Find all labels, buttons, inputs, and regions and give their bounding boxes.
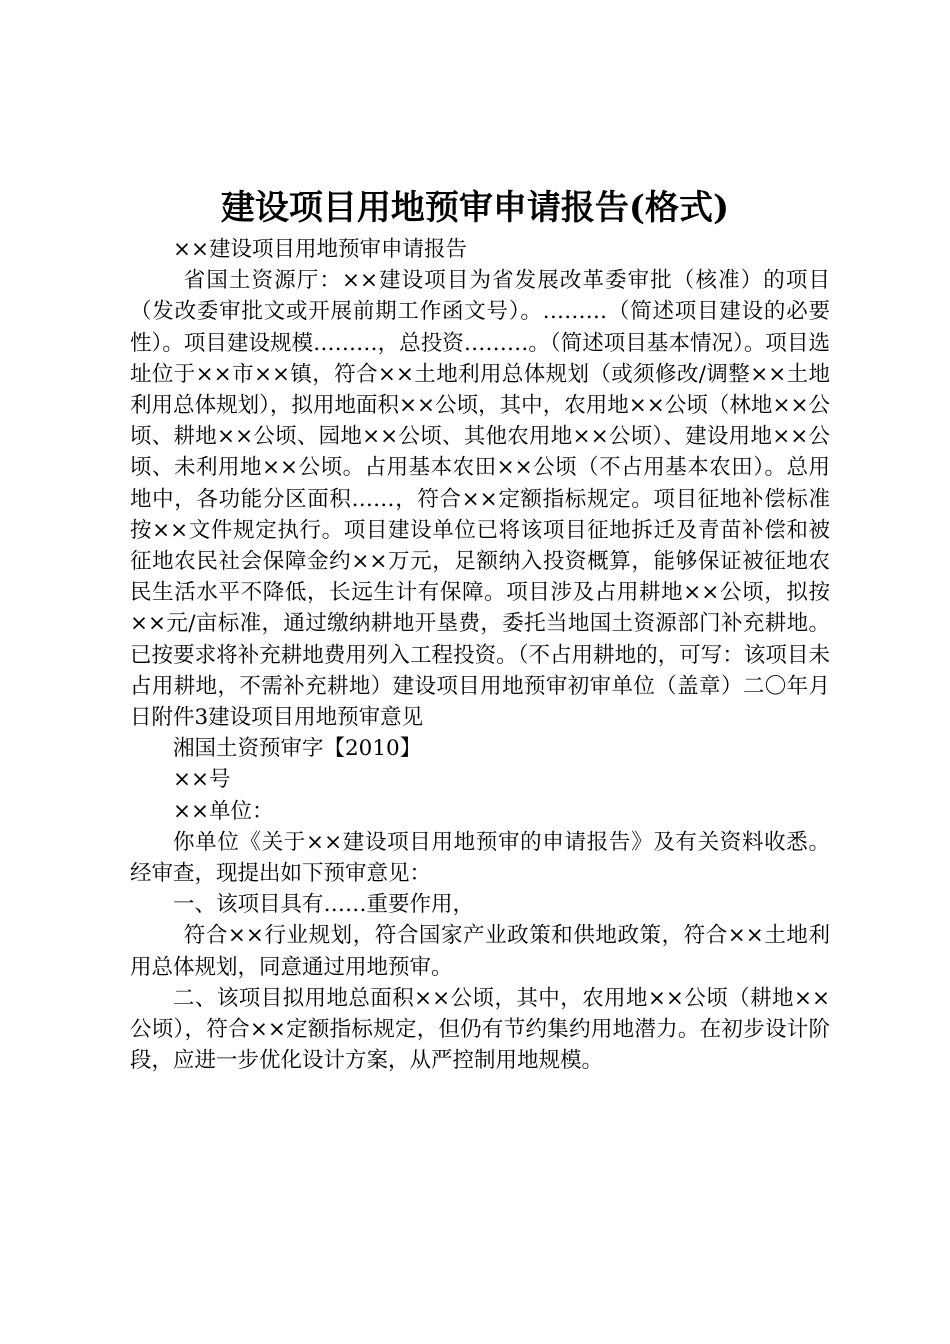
application-paragraph: 省国土资源厅：××建设项目为省发展改革委审批（核准）的项目（发改委审批文或开展前期工作函文号）。………（简述项目建设的必要性）。项目建设规模………，总投资………。（简述项目基本情况）。项目选址位于××市××镇，符合××土地利用总体规划（或须修改/调整××土地利用总体规划），拟用地面积××公顷，其中，农用地××公顷（林地××公顷、耕地××公顷、园地××公顷、其他农用地××公顷）、建设用地××公顷、未利用地××公顷。占用基本农田××公顷（不占用基本农田）。总用地中，各功能分区面积……，符合××定额指标规定。项目征地补偿标准按××文件规定执行。项目建设单位已将该项目征地拆迁及青苗补偿和被征地农民社会保障金约××万元，足额纳入投资概算，能够保证被征地农民生活水平不降低，长远生计有保障。项目涉及占用耕地××公顷，拟按××元/亩标准，通过缴纳耕地开垦费，委托当地国土资源部门补充耕地。已按要求将补充耕地费用列入工程投资。（不占用耕地的，可写：该项目未占用耕地，不需补充耕地）建设项目用地预审初审单位（盖章）二〇年月日附件3建设项目用地预审意见	[130, 268, 830, 731]
addressee: ××单位：	[173, 798, 274, 824]
opinion-item-2: 二、该项目拟用地总面积××公顷，其中，农用地××公顷（耕地××公顷），符合××定额指标规定，但仍有节约集约用地潜力。在初步设计阶段，应进一步优化设计方案，从严控制用地规模。	[130, 985, 830, 1074]
document-body	[130, 234, 830, 1076]
report-heading: ××建设项目用地预审申请报告	[173, 237, 468, 262]
opinion-intro-paragraph: 你单位《关于××建设项目用地预审的申请报告》及有关资料收悉。经审查，现提出如下预审意见：	[130, 829, 830, 887]
document-number: 湘国土资预审字【2010】	[173, 736, 422, 762]
serial-number: ××号	[173, 767, 231, 793]
opinion-item-1-body: 符合××行业规划，符合国家产业政策和供地政策，符合××土地利用总体规划，同意通过用地预审。	[130, 923, 830, 980]
opinion-item-1-heading: 一、该项目具有……重要作用，	[173, 892, 475, 918]
document-title: 建设项目用地预审申请报告(格式)	[220, 188, 730, 228]
